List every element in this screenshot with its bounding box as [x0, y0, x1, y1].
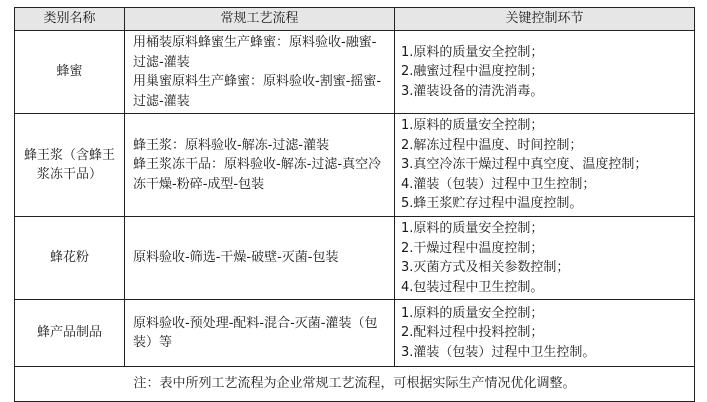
- table-header-row: [15, 8, 695, 31]
- control-item: 5.蜂王浆贮存过程中温度控制。: [401, 196, 583, 212]
- process-line: 用桶装原料蜂蜜生产蜂蜜：原料验收-融蜜-过滤-灌装: [133, 35, 377, 70]
- process-cell: [125, 114, 395, 217]
- category-cell: 蜂产品制品: [15, 300, 125, 367]
- process-cell: [125, 217, 395, 300]
- control-item: 2.配料过程中投料控制；: [401, 325, 544, 341]
- control-list: [401, 116, 688, 214]
- process-line: 原料验收-筛选-干燥-破壁-灭菌-包装: [133, 250, 339, 266]
- control-cell: [395, 114, 695, 217]
- table-row: [15, 300, 695, 367]
- control-cell: [395, 300, 695, 367]
- control-item: 1.原料的质量安全控制；: [401, 44, 544, 60]
- table-row: [15, 31, 695, 114]
- header-control: 关键控制环节: [395, 8, 695, 31]
- control-item: 4.包装过程中卫生控制。: [401, 279, 544, 295]
- process-line: 用巢蜜原料生产蜂蜜：原料验收-割蜜-摇蜜-过滤-灌装: [133, 74, 382, 109]
- process-line: 原料验收-预处理-配料-混合-灭菌-灌装（包装）等: [133, 315, 378, 350]
- control-item: 2.干燥过程中温度控制；: [401, 240, 544, 256]
- control-list: [401, 219, 688, 297]
- process-cell: [125, 300, 395, 367]
- category-cell: 蜂王浆（含蜂王浆冻干品）: [15, 114, 125, 217]
- control-item: 4.灌装（包装）过程中卫生控制；: [401, 176, 596, 192]
- control-item: 3.灌装设备的清洗消毒。: [401, 83, 544, 99]
- control-item: 2.解冻过程中温度、时间控制；: [401, 137, 583, 153]
- header-category: 类别名称: [15, 8, 125, 31]
- table-note: 注：表中所列工艺流程为企业常规工艺流程，可根据实际生产情况优化调整。: [15, 367, 695, 402]
- table-note-row: [15, 367, 695, 402]
- category-cell: 蜂蜜: [15, 31, 125, 114]
- process-table-container: [14, 7, 694, 402]
- category-cell: 蜂花粉: [15, 217, 125, 300]
- control-item: 3.灌装（包装）过程中卫生控制。: [401, 344, 596, 360]
- table-row: [15, 217, 695, 300]
- control-item: 3.真空冷冻干燥过程中真空度、温度控制；: [401, 157, 648, 173]
- process-table: [14, 7, 695, 402]
- control-item: 3.灭菌方式及相关参数控制；: [401, 260, 570, 275]
- process-line: 蜂王浆：原料验收-解冻-过滤-灌装: [133, 137, 330, 153]
- table-row: [15, 114, 695, 217]
- control-item: 1.原料的质量安全控制；: [401, 118, 544, 134]
- control-item: 1.原料的质量安全控制；: [401, 305, 544, 321]
- header-process: 常规工艺流程: [125, 8, 395, 31]
- control-list: [401, 43, 688, 102]
- control-item: 2.融蜜过程中温度控制；: [401, 64, 544, 80]
- control-list: [401, 304, 688, 363]
- process-line: 蜂王浆冻干品：原料验收-解冻-过滤-真空冷冻干燥-粉碎-成型-包装: [133, 157, 382, 192]
- control-item: 1.原料的质量安全控制；: [401, 221, 544, 236]
- control-cell: [395, 217, 695, 300]
- control-cell: [395, 31, 695, 114]
- process-cell: [125, 31, 395, 114]
